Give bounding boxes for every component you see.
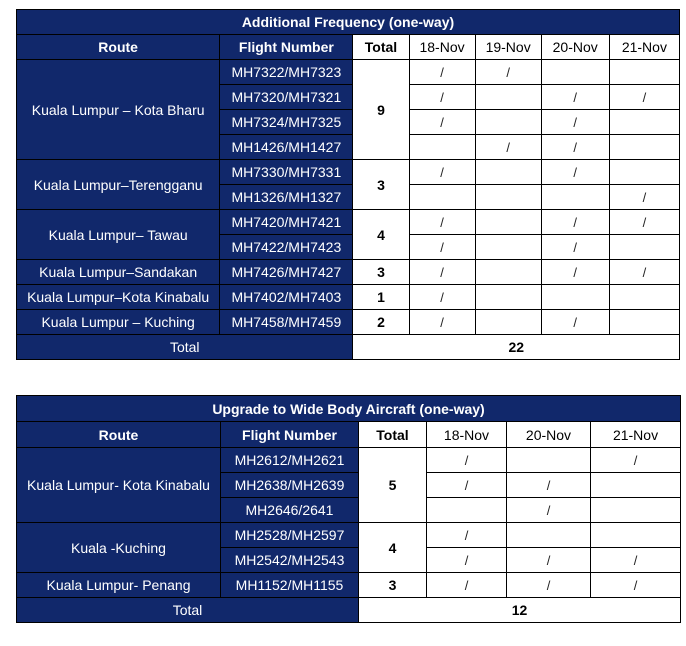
header-date: 18-Nov xyxy=(427,422,507,448)
date-mark-cell: / xyxy=(507,473,591,498)
date-mark-cell xyxy=(541,285,609,310)
additional-frequency-table xyxy=(16,9,680,360)
table-row xyxy=(17,160,680,185)
table-row xyxy=(17,448,681,473)
total-cell: 4 xyxy=(353,210,409,260)
footer-total-label: Total xyxy=(17,335,353,360)
date-mark-cell: / xyxy=(609,260,679,285)
total-cell: 9 xyxy=(353,60,409,160)
header-route: Route xyxy=(17,35,220,60)
total-row xyxy=(17,598,681,623)
header-total: Total xyxy=(353,35,409,60)
date-mark-cell xyxy=(609,60,679,85)
title-row xyxy=(17,10,680,35)
flight-number-cell: MH7402/MH7403 xyxy=(220,285,353,310)
date-mark-cell xyxy=(475,185,541,210)
total-row xyxy=(17,335,680,360)
flight-number-cell: MH7422/MH7423 xyxy=(220,235,353,260)
date-mark-cell: / xyxy=(409,60,475,85)
date-mark-cell: / xyxy=(507,548,591,573)
date-mark-cell: / xyxy=(541,210,609,235)
table-title: Additional Frequency (one-way) xyxy=(17,10,680,35)
date-mark-cell: / xyxy=(409,160,475,185)
flight-number-cell: MH2638/MH2639 xyxy=(221,473,359,498)
date-mark-cell xyxy=(507,448,591,473)
date-mark-cell: / xyxy=(409,85,475,110)
header-route: Route xyxy=(17,422,221,448)
total-cell: 2 xyxy=(353,310,409,335)
date-mark-cell: / xyxy=(591,573,681,598)
date-mark-cell xyxy=(591,473,681,498)
date-mark-cell xyxy=(541,185,609,210)
header-date: 20-Nov xyxy=(507,422,591,448)
date-mark-cell: / xyxy=(507,573,591,598)
flight-number-cell: MH1426/MH1427 xyxy=(220,135,353,160)
date-mark-cell: / xyxy=(427,548,507,573)
total-cell: 3 xyxy=(353,260,409,285)
date-mark-cell xyxy=(409,185,475,210)
flight-number-cell: MH2612/MH2621 xyxy=(221,448,359,473)
route-cell: Kuala Lumpur- Kota Kinabalu xyxy=(17,448,221,523)
flight-number-cell: MH7426/MH7427 xyxy=(220,260,353,285)
title-row xyxy=(17,396,681,422)
date-mark-cell xyxy=(475,110,541,135)
date-mark-cell xyxy=(609,235,679,260)
date-mark-cell xyxy=(475,285,541,310)
flight-number-cell: MH2528/MH2597 xyxy=(221,523,359,548)
date-mark-cell: / xyxy=(409,235,475,260)
table-row xyxy=(17,523,681,548)
footer-total-label: Total xyxy=(17,598,359,623)
header-date: 21-Nov xyxy=(591,422,681,448)
header-row xyxy=(17,35,680,60)
date-mark-cell: / xyxy=(541,235,609,260)
route-cell: Kuala Lumpur- Penang xyxy=(17,573,221,598)
flight-number-cell: MH7324/MH7325 xyxy=(220,110,353,135)
date-mark-cell: / xyxy=(541,160,609,185)
date-mark-cell xyxy=(409,135,475,160)
date-mark-cell: / xyxy=(409,260,475,285)
flight-number-cell: MH1326/MH1327 xyxy=(220,185,353,210)
footer-total-value: 22 xyxy=(353,335,680,360)
date-mark-cell xyxy=(475,260,541,285)
header-date: 20-Nov xyxy=(541,35,609,60)
header-total: Total xyxy=(359,422,427,448)
total-cell: 3 xyxy=(359,573,427,598)
date-mark-cell: / xyxy=(591,448,681,473)
date-mark-cell xyxy=(609,160,679,185)
route-cell: Kuala Lumpur – Kota Bharu xyxy=(17,60,220,160)
route-cell: Kuala Lumpur – Kuching xyxy=(17,310,220,335)
date-mark-cell: / xyxy=(427,573,507,598)
wide-body-upgrade-table xyxy=(16,395,681,623)
date-mark-cell xyxy=(475,235,541,260)
route-cell: Kuala Lumpur–Terengganu xyxy=(17,160,220,210)
date-mark-cell xyxy=(427,498,507,523)
date-mark-cell: / xyxy=(541,260,609,285)
table-title: Upgrade to Wide Body Aircraft (one-way) xyxy=(17,396,681,422)
header-row xyxy=(17,422,681,448)
route-cell: Kuala -Kuching xyxy=(17,523,221,573)
total-cell: 1 xyxy=(353,285,409,310)
flight-number-cell: MH7322/MH7323 xyxy=(220,60,353,85)
header-flight-number: Flight Number xyxy=(220,35,353,60)
header-date: 18-Nov xyxy=(409,35,475,60)
date-mark-cell xyxy=(475,310,541,335)
date-mark-cell xyxy=(609,310,679,335)
flight-number-cell: MH2542/MH2543 xyxy=(221,548,359,573)
table-row xyxy=(17,310,680,335)
date-mark-cell: / xyxy=(591,548,681,573)
flight-number-cell: MH2646/2641 xyxy=(221,498,359,523)
date-mark-cell xyxy=(475,85,541,110)
date-mark-cell: / xyxy=(409,310,475,335)
date-mark-cell: / xyxy=(427,448,507,473)
date-mark-cell xyxy=(541,60,609,85)
date-mark-cell: / xyxy=(541,110,609,135)
table-row xyxy=(17,210,680,235)
date-mark-cell xyxy=(591,498,681,523)
total-cell: 4 xyxy=(359,523,427,573)
date-mark-cell: / xyxy=(609,185,679,210)
date-mark-cell xyxy=(475,160,541,185)
date-mark-cell xyxy=(609,110,679,135)
table-row xyxy=(17,60,680,85)
flight-number-cell: MH7420/MH7421 xyxy=(220,210,353,235)
date-mark-cell: / xyxy=(409,210,475,235)
table-row xyxy=(17,285,680,310)
header-date: 19-Nov xyxy=(475,35,541,60)
table-row xyxy=(17,260,680,285)
date-mark-cell xyxy=(591,523,681,548)
date-mark-cell: / xyxy=(409,110,475,135)
date-mark-cell: / xyxy=(541,310,609,335)
total-cell: 3 xyxy=(353,160,409,210)
route-cell: Kuala Lumpur–Sandakan xyxy=(17,260,220,285)
footer-total-value: 12 xyxy=(359,598,681,623)
route-cell: Kuala Lumpur–Kota Kinabalu xyxy=(17,285,220,310)
date-mark-cell: / xyxy=(475,135,541,160)
flight-number-cell: MH7458/MH7459 xyxy=(220,310,353,335)
date-mark-cell xyxy=(609,285,679,310)
date-mark-cell: / xyxy=(507,498,591,523)
flight-number-cell: MH7330/MH7331 xyxy=(220,160,353,185)
table-row xyxy=(17,573,681,598)
header-flight-number: Flight Number xyxy=(221,422,359,448)
date-mark-cell xyxy=(609,135,679,160)
date-mark-cell: / xyxy=(541,85,609,110)
date-mark-cell: / xyxy=(609,85,679,110)
date-mark-cell: / xyxy=(427,523,507,548)
date-mark-cell: / xyxy=(541,135,609,160)
date-mark-cell: / xyxy=(409,285,475,310)
date-mark-cell: / xyxy=(475,60,541,85)
date-mark-cell xyxy=(507,523,591,548)
flight-number-cell: MH1152/MH1155 xyxy=(221,573,359,598)
flight-number-cell: MH7320/MH7321 xyxy=(220,85,353,110)
date-mark-cell: / xyxy=(609,210,679,235)
date-mark-cell: / xyxy=(427,473,507,498)
date-mark-cell xyxy=(475,210,541,235)
header-date: 21-Nov xyxy=(609,35,679,60)
route-cell: Kuala Lumpur– Tawau xyxy=(17,210,220,260)
total-cell: 5 xyxy=(359,448,427,523)
